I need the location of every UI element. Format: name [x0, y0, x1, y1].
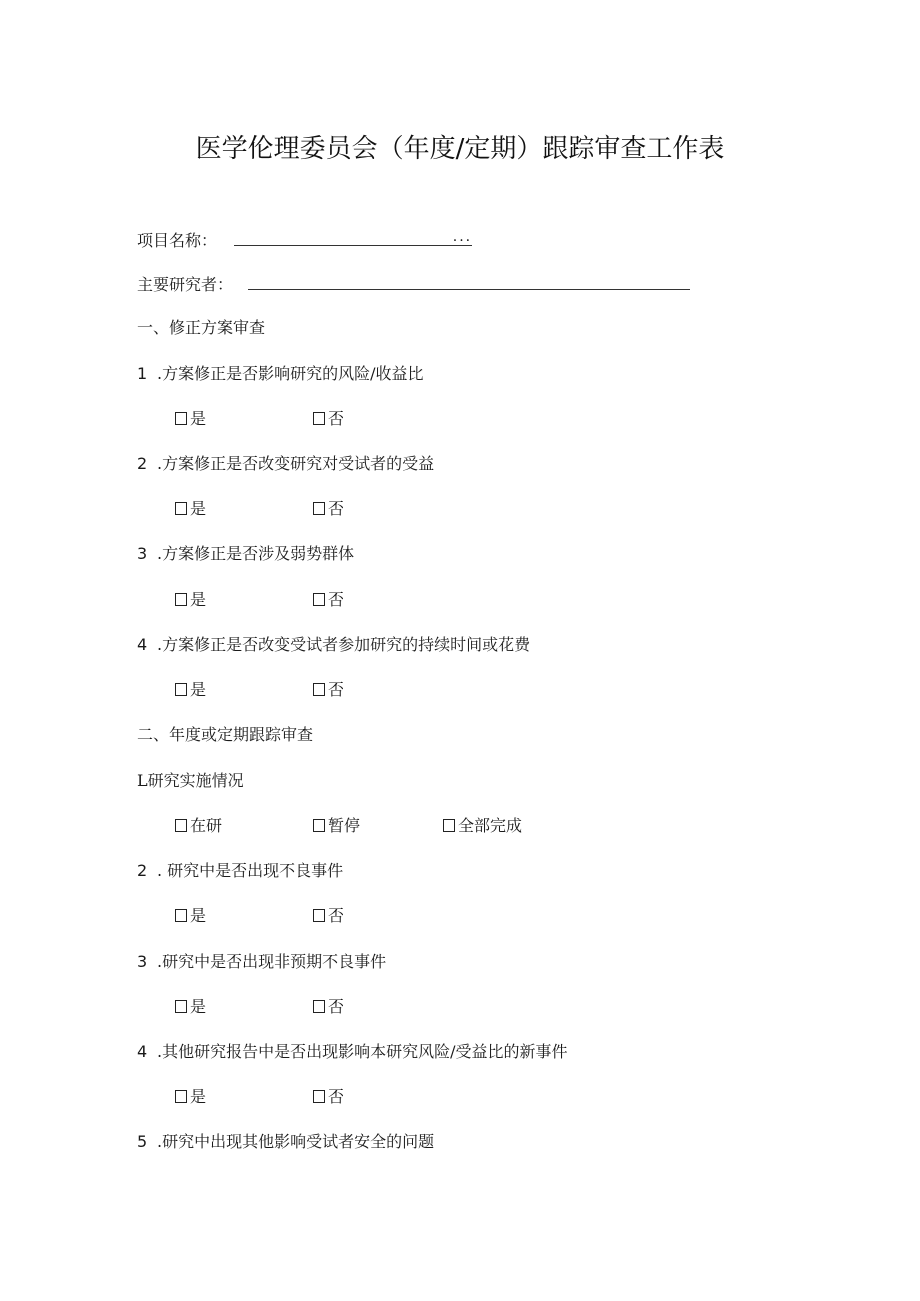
checkbox-icon[interactable]	[175, 1000, 187, 1013]
s1-q1-yes[interactable]	[175, 409, 206, 429]
checkbox-icon[interactable]	[175, 593, 187, 606]
option-label: 是	[190, 906, 207, 925]
pi-field[interactable]	[248, 273, 690, 290]
checkbox-icon[interactable]	[175, 1090, 187, 1103]
checkbox-icon[interactable]	[313, 909, 325, 922]
project-name-ellipsis: ...	[452, 229, 473, 245]
question-text: .方案修正是否改变受试者参加研究的持续时间或花费	[157, 635, 531, 654]
s2-q1-paused[interactable]	[313, 816, 360, 836]
checkbox-icon[interactable]	[313, 683, 325, 696]
s2-question-5	[137, 1132, 434, 1152]
checkbox-icon[interactable]	[313, 1000, 325, 1013]
project-name-row	[137, 229, 472, 251]
s2-q2-no[interactable]	[313, 906, 344, 926]
s2-q4-yes[interactable]	[175, 1087, 206, 1107]
question-text: . 研究中是否出现不良事件	[157, 861, 344, 880]
s2-question-4	[137, 1042, 567, 1062]
s1-q2-no[interactable]	[313, 499, 344, 519]
s2-question-2	[137, 861, 343, 881]
s1-q3-yes[interactable]	[175, 590, 206, 610]
option-label: 是	[190, 499, 207, 518]
pi-row	[137, 273, 690, 295]
project-name-field[interactable]	[234, 229, 472, 246]
s1-q2-yes[interactable]	[175, 499, 206, 519]
project-name-label: 项目名称：	[137, 231, 218, 250]
option-label: 否	[328, 680, 345, 699]
s1-q4-yes[interactable]	[175, 680, 206, 700]
option-label: 是	[190, 409, 207, 428]
question-text: .研究中出现其他影响受试者安全的问题	[157, 1132, 435, 1151]
question-text: L研究实施情况	[137, 771, 244, 790]
checkbox-icon[interactable]	[175, 819, 187, 832]
option-label: 是	[190, 590, 207, 609]
s2-q2-yes[interactable]	[175, 906, 206, 926]
option-label: 否	[328, 906, 345, 925]
option-label: 是	[190, 680, 207, 699]
checkbox-icon[interactable]	[313, 502, 325, 515]
question-number: 1	[137, 364, 148, 383]
question-number: 2	[137, 861, 148, 880]
question-number: 3	[137, 952, 148, 971]
option-label: 否	[328, 499, 345, 518]
s1-question-4	[137, 635, 530, 655]
checkbox-icon[interactable]	[313, 412, 325, 425]
checkbox-icon[interactable]	[175, 683, 187, 696]
checkbox-icon[interactable]	[175, 909, 187, 922]
s2-q1-completed[interactable]	[443, 816, 522, 836]
s2-q3-yes[interactable]	[175, 997, 206, 1017]
question-number: 5	[137, 1132, 148, 1151]
question-text: .研究中是否出现非预期不良事件	[157, 952, 387, 971]
option-label: 在研	[190, 816, 223, 835]
page-title: 医学伦理委员会（年度/定期）跟踪审查工作表	[195, 134, 725, 164]
question-number: 2	[137, 454, 148, 473]
s2-question-1	[137, 771, 244, 791]
checkbox-icon[interactable]	[313, 593, 325, 606]
option-label: 是	[190, 997, 207, 1016]
option-label: 否	[328, 997, 345, 1016]
question-text: .方案修正是否改变研究对受试者的受益	[157, 454, 435, 473]
question-text: .方案修正是否涉及弱势群体	[157, 544, 355, 563]
s2-q4-no[interactable]	[313, 1087, 344, 1107]
s1-q4-no[interactable]	[313, 680, 344, 700]
s1-question-1	[137, 364, 423, 384]
question-text: .方案修正是否影响研究的风险/收益比	[157, 364, 424, 383]
option-label: 全部完成	[458, 816, 523, 835]
option-label: 暂停	[328, 816, 361, 835]
s1-q3-no[interactable]	[313, 590, 344, 610]
checkbox-icon[interactable]	[313, 1090, 325, 1103]
s2-q3-no[interactable]	[313, 997, 344, 1017]
option-label: 否	[328, 590, 345, 609]
s1-q1-no[interactable]	[313, 409, 344, 429]
s2-q1-in-progress[interactable]	[175, 816, 222, 836]
checkbox-icon[interactable]	[175, 502, 187, 515]
question-number: 3	[137, 544, 148, 563]
question-number: 4	[137, 635, 148, 654]
question-number: 4	[137, 1042, 148, 1061]
section1-heading: 一、修正方案审查	[137, 318, 266, 337]
s1-question-3	[137, 544, 354, 564]
section2-heading: 二、年度或定期跟踪审查	[137, 725, 314, 744]
option-label: 否	[328, 1087, 345, 1106]
s2-question-3	[137, 952, 386, 972]
option-label: 否	[328, 409, 345, 428]
checkbox-icon[interactable]	[313, 819, 325, 832]
question-text: .其他研究报告中是否出现影响本研究风险/受益比的新事件	[157, 1042, 568, 1061]
s1-question-2	[137, 454, 434, 474]
option-label: 是	[190, 1087, 207, 1106]
checkbox-icon[interactable]	[443, 819, 455, 832]
pi-label: 主要研究者：	[137, 275, 234, 294]
checkbox-icon[interactable]	[175, 412, 187, 425]
